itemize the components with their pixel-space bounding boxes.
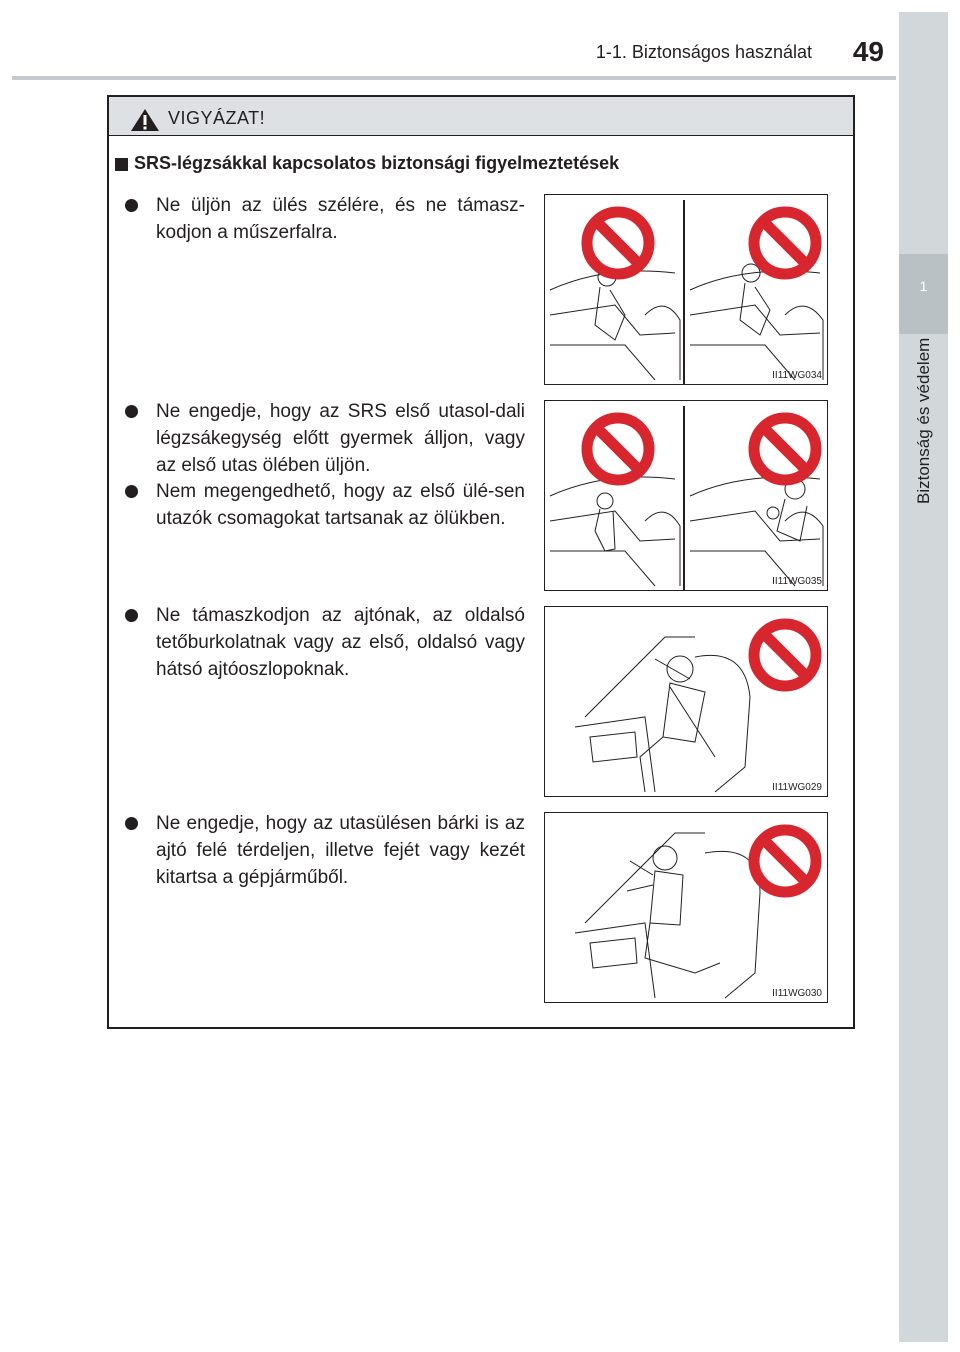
illustration — [545, 813, 827, 1002]
figure-illustration — [544, 812, 828, 1003]
prohibition-sign-icon — [754, 830, 816, 892]
list-item — [125, 478, 525, 532]
side-tab-active-chapter — [899, 254, 948, 334]
list-item — [125, 602, 525, 683]
illustration — [545, 195, 827, 384]
bullet-icon — [125, 405, 138, 418]
side-tab-label: Biztonság és védelem — [914, 338, 933, 505]
figure-code: II11WG035 — [772, 576, 822, 587]
warning-label: VIGYÁZAT! — [168, 108, 266, 128]
chapter-title: 1-1. Biztonságos használat — [595, 42, 812, 62]
prohibition-sign-icon — [754, 418, 816, 480]
illustration — [545, 607, 827, 796]
figure-code: II11WG029 — [772, 782, 822, 793]
bullet-icon — [125, 817, 138, 830]
figure-illustration — [544, 400, 828, 591]
chapter-number: 1 — [919, 278, 928, 294]
prohibition-sign-icon — [587, 212, 649, 274]
figure-illustration — [544, 606, 828, 797]
side-tab — [899, 12, 948, 1342]
list-item-text: Ne engedje, hogy az SRS első utasol-dali légzsákegység előtt gyermek álljon, vagy az első utas ölében üljön. — [156, 401, 525, 476]
warning-box — [107, 95, 855, 1029]
figure-illustration — [544, 194, 828, 385]
list-item-text: Nem megengedhető, hogy az első ülé-sen utazók csomagokat tartsanak az ölükben. — [156, 481, 525, 529]
header-rule — [12, 76, 896, 80]
warning-triangle-icon — [130, 108, 160, 132]
list-item-text: Ne üljön az ülés szélére, és ne támasz-kodjon a műszerfalra. — [156, 195, 525, 243]
figure-code: II11WG034 — [772, 370, 822, 381]
bullet-icon — [125, 199, 138, 212]
list-item — [125, 398, 525, 479]
list-item-text: Ne engedje, hogy az utasülésen bárki is az ajtó felé térdeljen, illetve fejét vagy kezét kitartsa a gépjárműből. — [156, 813, 525, 888]
illustration — [545, 401, 827, 590]
bullet-icon — [125, 485, 138, 498]
warning-header — [109, 97, 853, 136]
list-item — [125, 192, 525, 246]
section-title: SRS-légzsákkal kapcsolatos biztonsági figyelmeztetések — [134, 153, 620, 173]
bullet-icon — [125, 609, 138, 622]
prohibition-sign-icon — [754, 212, 816, 274]
figure-code: II11WG030 — [772, 988, 822, 999]
list-item — [125, 810, 525, 891]
page-number: 49 — [852, 36, 884, 67]
prohibition-sign-icon — [587, 418, 649, 480]
prohibition-sign-icon — [754, 624, 816, 686]
section-square-icon — [115, 158, 128, 171]
list-item-text: Ne támaszkodjon az ajtónak, az oldalsó tetőburkolatnak vagy az első, oldalsó vagy hátsó ajtóoszlopoknak. — [156, 605, 525, 680]
